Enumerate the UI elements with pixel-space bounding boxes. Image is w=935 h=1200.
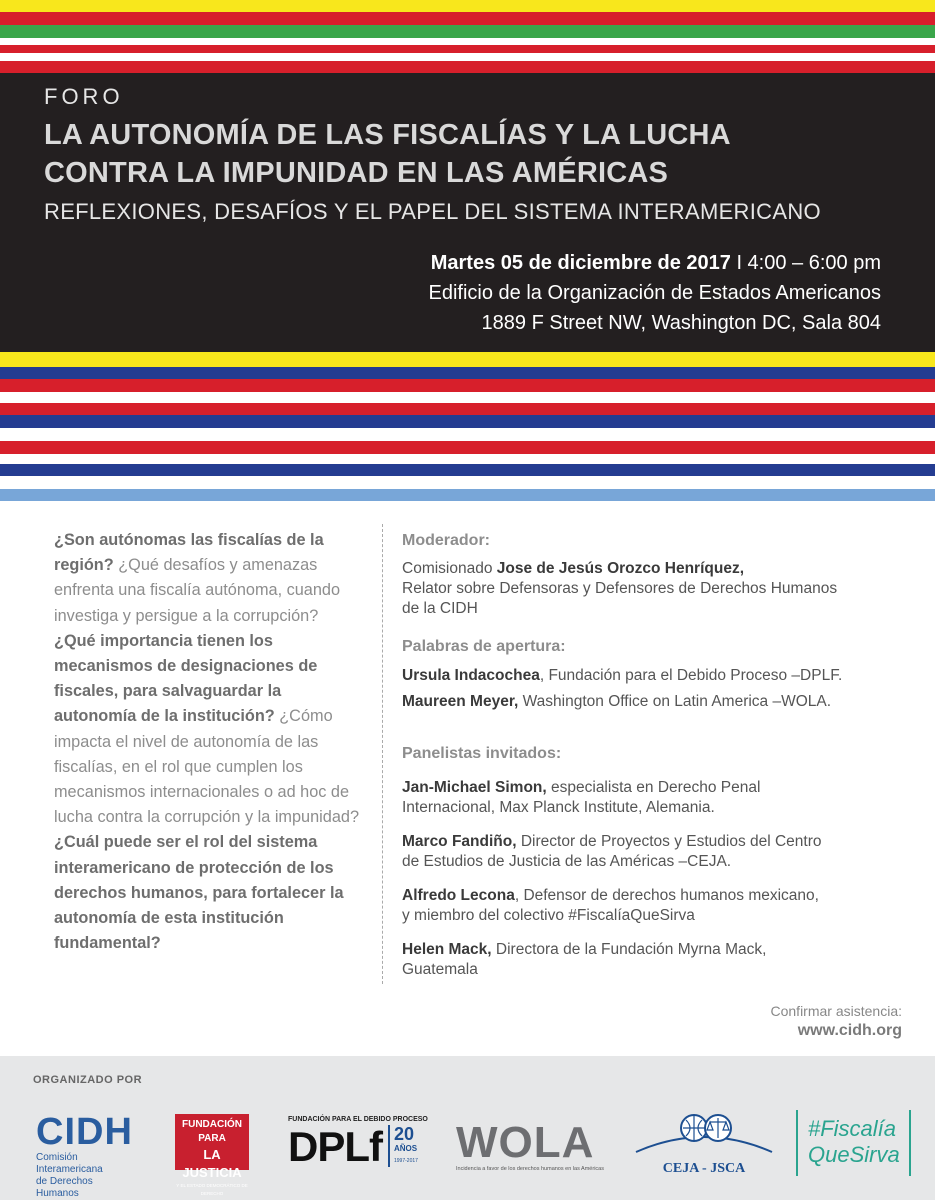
panelist-entry (402, 940, 912, 980)
panelist-entry (402, 886, 912, 926)
rsvp-block (771, 1001, 903, 1041)
stripe-red-top2 (0, 45, 935, 53)
panelist-name: Alfredo Lecona (402, 887, 515, 904)
apertura-speaker (402, 692, 912, 712)
apertura-speaker-name: Maureen Meyer, (402, 693, 519, 710)
question-1-rest: ¿Qué desafíos y amenazas enfrenta una fiscalía autónoma, cuando investiga y persigue a la corrupción? (54, 556, 341, 625)
moderador-name: Jose de Jesús Orozco Henríquez, (496, 560, 745, 577)
panelist-name: Helen Mack, (402, 941, 492, 958)
stripe-white4 (0, 476, 935, 489)
fiscalia-line2: QueSirva (808, 1142, 900, 1167)
panelist-role-2: de Estudios de Justicia de las Américas –CEJA. (402, 853, 732, 870)
event-title-line1: LA AUTONOMÍA DE LAS FISCALÍAS Y LA LUCHA (44, 119, 731, 151)
stripe-white-top (0, 38, 935, 45)
apertura-speaker-role: Washington Office on Latin America –WOLA. (518, 693, 832, 710)
apertura-speaker-name: Ursula Indacochea (402, 667, 540, 684)
stripe-red2 (0, 403, 935, 415)
moderador-role-2: de la CIDH (402, 600, 478, 617)
dplf-anos: AÑOS (394, 1144, 418, 1153)
ceja-logo (634, 1112, 774, 1176)
moderador-title: Moderador: (402, 532, 490, 549)
panelistas-title: Panelistas invitados: (402, 745, 562, 762)
event-venue: Edificio de la Organización de Estados Americanos (428, 282, 881, 304)
fiscalia-que-sirva-logo (796, 1110, 911, 1176)
dplf-range: 1997-2017 (394, 1158, 418, 1164)
event-details (429, 248, 881, 338)
stripe-white2 (0, 428, 935, 441)
fundacion-line2: LA JUSTICIA (182, 1147, 242, 1180)
panelist-entry (402, 778, 912, 818)
stripe-red-top3 (0, 61, 935, 73)
rsvp-link[interactable]: www.cidh.org (797, 1022, 902, 1039)
event-datetime (429, 248, 881, 278)
stripe-red (0, 379, 935, 392)
stripe-red-top (0, 12, 935, 25)
ceja-emblem-icon (634, 1112, 774, 1156)
event-subtitle: REFLEXIONES, DESAFÍOS Y EL PAPEL DEL SISTEMA INTERAMERICANO (44, 199, 821, 224)
cidh-name-line1: Comisión Interamericana (36, 1152, 103, 1175)
stripe-green-top (0, 25, 935, 38)
dplf-acronym: DPLf (288, 1123, 382, 1170)
panelist-name: Jan-Michael Simon, (402, 779, 547, 796)
rsvp-label: Confirmar asistencia: (770, 1003, 902, 1019)
cidh-acronym: CIDH (36, 1111, 133, 1153)
stripe-white (0, 392, 935, 403)
apertura-speaker-role: , Fundación para el Debido Proceso –DPLF. (539, 667, 843, 684)
dplf-top-text: FUNDACIÓN PARA EL DEBIDO PROCESO (288, 1116, 428, 1123)
fundacion-justicia-logo (175, 1114, 249, 1196)
stripe-blue3 (0, 464, 935, 476)
apertura-speaker (402, 666, 912, 686)
stripe-lightblue (0, 489, 935, 501)
stripe-yellow (0, 352, 935, 367)
cidh-logo (36, 1111, 136, 1199)
stripe-yellow-top (0, 0, 935, 12)
fiscalia-line1: #Fiscalía (808, 1116, 897, 1141)
event-address: 1889 F Street NW, Washington DC, Sala 804 (481, 312, 881, 334)
panelist-role: Directora de la Fundación Myrna Mack, (491, 941, 767, 958)
foro-label: FORO (44, 84, 124, 109)
panelist-role-2: Internacional, Max Planck Institute, Alemania. (402, 799, 715, 816)
moderador-prefix: Comisionado (402, 560, 497, 577)
panelist-name: Marco Fandiño, (402, 833, 517, 850)
event-title-line2: CONTRA LA IMPUNIDAD EN LAS AMÉRICAS (44, 157, 669, 189)
cidh-name-line2: de Derechos Humanos (36, 1176, 93, 1199)
dplf-logo (288, 1116, 438, 1182)
question-2-rest: ¿Cómo impacta el nivel de autonomía de las fiscalías, en el rol que cumplen los mecanismos internacionales o ad hoc de lucha contra la corrupción y la impunidad? (54, 707, 359, 827)
event-time: I 4:00 – 6:00 pm (730, 252, 881, 274)
panelist-role-2: y miembro del colectivo #FiscalíaQueSirva (402, 907, 695, 924)
panelist-role-2: Guatemala (402, 961, 478, 978)
column-divider (382, 524, 383, 984)
ceja-label: CEJA - JSCA (662, 1161, 746, 1176)
panelist-role: Director de Proyectos y Estudios del Centro (516, 833, 822, 850)
wola-logo (456, 1120, 606, 1176)
moderador-role-1: Relator sobre Defensoras y Defensores de Derechos Humanos (402, 580, 838, 597)
stripe-white3 (0, 454, 935, 464)
panelist-role: especialista en Derecho Penal (546, 779, 761, 796)
wola-acronym: WOLA (456, 1118, 595, 1167)
wola-tagline: Incidencia a favor de los derechos humanos en las Américas (456, 1166, 604, 1172)
question-3: ¿Cuál puede ser el rol del sistema interamericano de protección de los derechos humanos, para fortalecer la autonomía de esta institución fundamental? (54, 833, 344, 953)
stripe-blue2 (0, 415, 935, 428)
question-2: ¿Qué importancia tienen los mecanismos de designaciones de fiscales, para salvaguardar la autonomía de la institución? (54, 631, 318, 726)
questions-text (54, 528, 364, 956)
stripe-red3 (0, 441, 935, 454)
event-date: Martes 05 de diciembre de 2017 (430, 252, 731, 274)
fundacion-line1: FUNDACIÓN PARA (182, 1119, 242, 1144)
organized-by-label: ORGANIZADO POR (33, 1074, 143, 1086)
moderador-entry (402, 559, 912, 619)
dplf-years: 20 (394, 1124, 415, 1144)
panelist-entry (402, 832, 912, 872)
fundacion-line3: Y EL ESTADO DEMOCRÁTICO DE DERECHO (176, 1183, 248, 1196)
panelist-role: , Defensor de derechos humanos mexicano, (514, 887, 819, 904)
stripe-blue (0, 367, 935, 379)
question-1: ¿Son autónomas las fiscalías de la región? (54, 531, 324, 575)
apertura-title: Palabras de apertura: (402, 638, 566, 655)
event-title (44, 116, 731, 192)
stripe-white-top2 (0, 53, 935, 61)
